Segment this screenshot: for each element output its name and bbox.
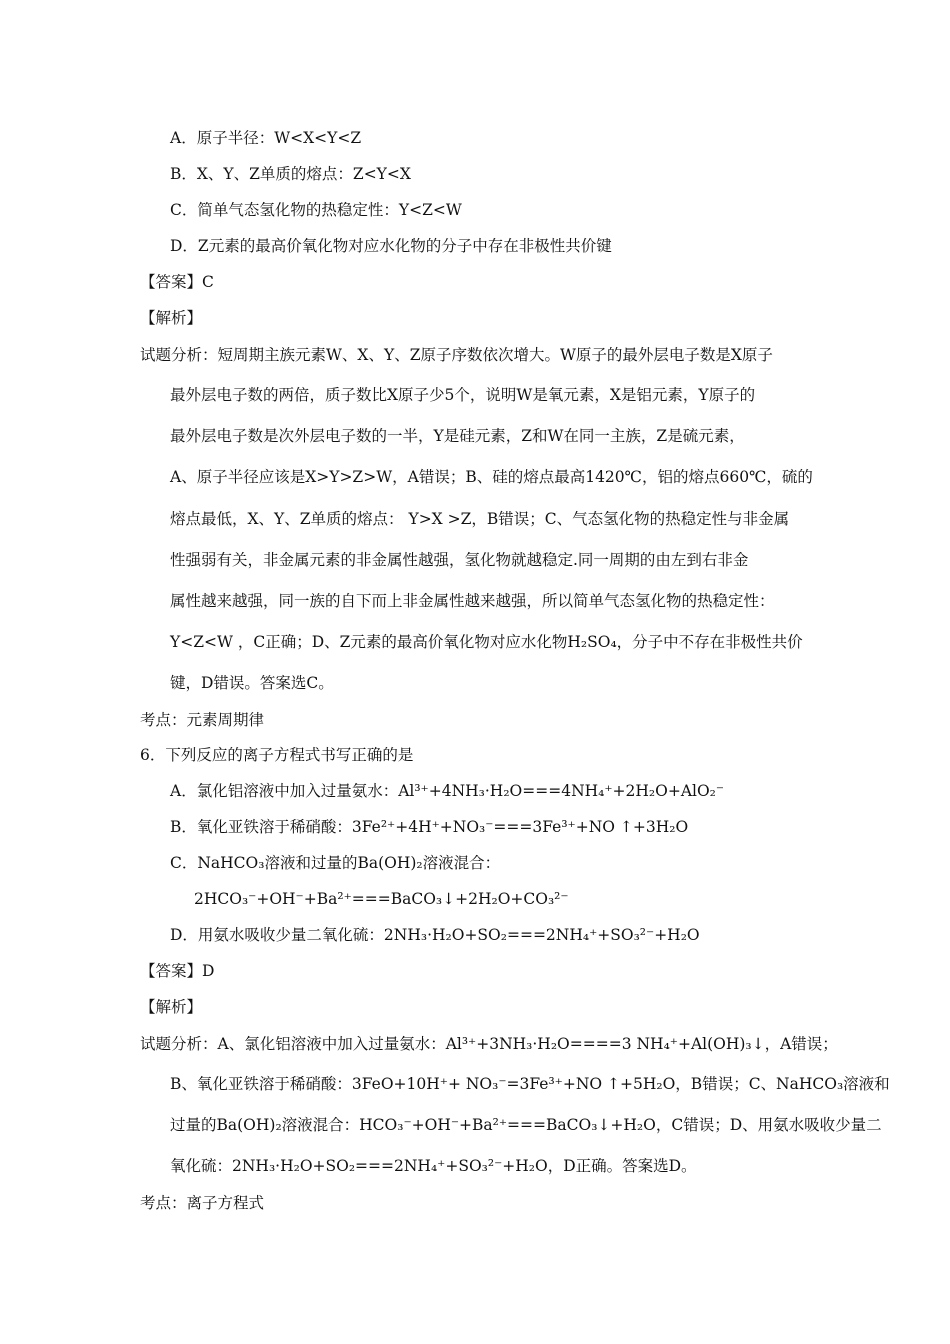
q6-option-c: C．NaHCO₃溶液和过量的Ba(OH)₂溶液混合： <box>170 854 501 872</box>
q5-analysis-line: A、原子半径应该是X>Y>Z>W，A错误；B、硅的熔点最高1420℃，铝的熔点660℃，硫的 <box>170 468 813 486</box>
q6-stem: 6．下列反应的离子方程式书写正确的是 <box>140 746 414 764</box>
q5-analysis-line: 最外层电子数是次外层电子数的一半，Y是硅元素，Z和W在同一主族，Z是硫元素， <box>170 427 745 445</box>
q6-option-a: A．氯化铝溶液中加入过量氨水：Al³⁺+4NH₃·H₂O===4NH₄⁺+2H₂O+AlO₂⁻ <box>170 782 725 800</box>
q5-answer: 【答案】C <box>140 273 214 291</box>
q6-analysis-line: B、氧化亚铁溶于稀硝酸：3FeO+10H⁺+ NO₃⁻=3Fe³⁺+NO ↑+5H₂O，B错误；C、NaHCO₃溶液和 <box>170 1075 890 1093</box>
q5-analysis-line: 属性越来越强，同一族的自下而上非金属性越来越强，所以简单气态氢化物的热稳定性： <box>170 592 775 610</box>
q6-analysis-label: 【解析】 <box>140 998 203 1016</box>
q5-analysis-line: 最外层电子数的两倍，质子数比X原子少5个，说明W是氧元素，X是铝元素，Y原子的 <box>170 386 756 404</box>
q6-option-d: D．用氨水吸收少量二氧化硫：2NH₃·H₂O+SO₂===2NH₄⁺+SO₃²⁻+H₂O <box>170 926 700 944</box>
q5-analysis-line: 键，D错误。答案选C。 <box>170 674 334 692</box>
q5-option-d: D．Z元素的最高价氧化物对应水化物的分子中存在非极性共价键 <box>170 237 612 255</box>
q5-kaodian: 考点：元素周期律 <box>140 711 265 729</box>
q6-option-c-equation: 2HCO₃⁻+OH⁻+Ba²⁺===BaCO₃↓+2H₂O+CO₃²⁻ <box>194 890 569 908</box>
q5-analysis-line: 性强弱有关，非金属元素的非金属性越强，氢化物就越稳定.同一周期的由左到右非金 <box>170 551 749 569</box>
q6-analysis-line: 氧化硫：2NH₃·H₂O+SO₂===2NH₄⁺+SO₃²⁻+H₂O，D正确。答案选D。 <box>170 1157 697 1175</box>
q6-option-b: B．氧化亚铁溶于稀硝酸：3Fe²⁺+4H⁺+NO₃⁻===3Fe³⁺+NO ↑+3H₂O <box>170 818 689 836</box>
q5-option-b: B．X、Y、Z单质的熔点：Z<Y<X <box>170 165 411 183</box>
q5-option-c: C．简单气态氢化物的热稳定性：Y<Z<W <box>170 201 462 219</box>
q5-analysis-line: 试题分析：短周期主族元素W、X、Y、Z原子序数依次增大。W原子的最外层电子数是X原子 <box>140 346 773 364</box>
q5-analysis-line: 熔点最低，X、Y、Z单质的熔点： Y>X >Z，B错误；C、气态氢化物的热稳定性与非金属 <box>170 510 790 528</box>
q5-option-a: A．原子半径：W<X<Y<Z <box>170 129 362 147</box>
q6-answer: 【答案】D <box>140 962 215 980</box>
q6-kaodian: 考点：离子方程式 <box>140 1194 265 1212</box>
q5-analysis-label: 【解析】 <box>140 309 203 327</box>
q6-analysis-line: 过量的Ba(OH)₂溶液混合：HCO₃⁻+OH⁻+Ba²⁺===BaCO₃↓+H₂O，C错误；D、用氨水吸收少量二 <box>170 1116 882 1134</box>
q5-analysis-line: Y<Z<W ，C正确；D、Z元素的最高价氧化物对应水化物H₂SO₄，分子中不存在非极性共价 <box>170 633 803 651</box>
q6-analysis-line: 试题分析：A、氯化铝溶液中加入过量氨水：Al³⁺+3NH₃·H₂O====3 NH₄⁺+Al(OH)₃↓，A错误； <box>140 1035 838 1053</box>
